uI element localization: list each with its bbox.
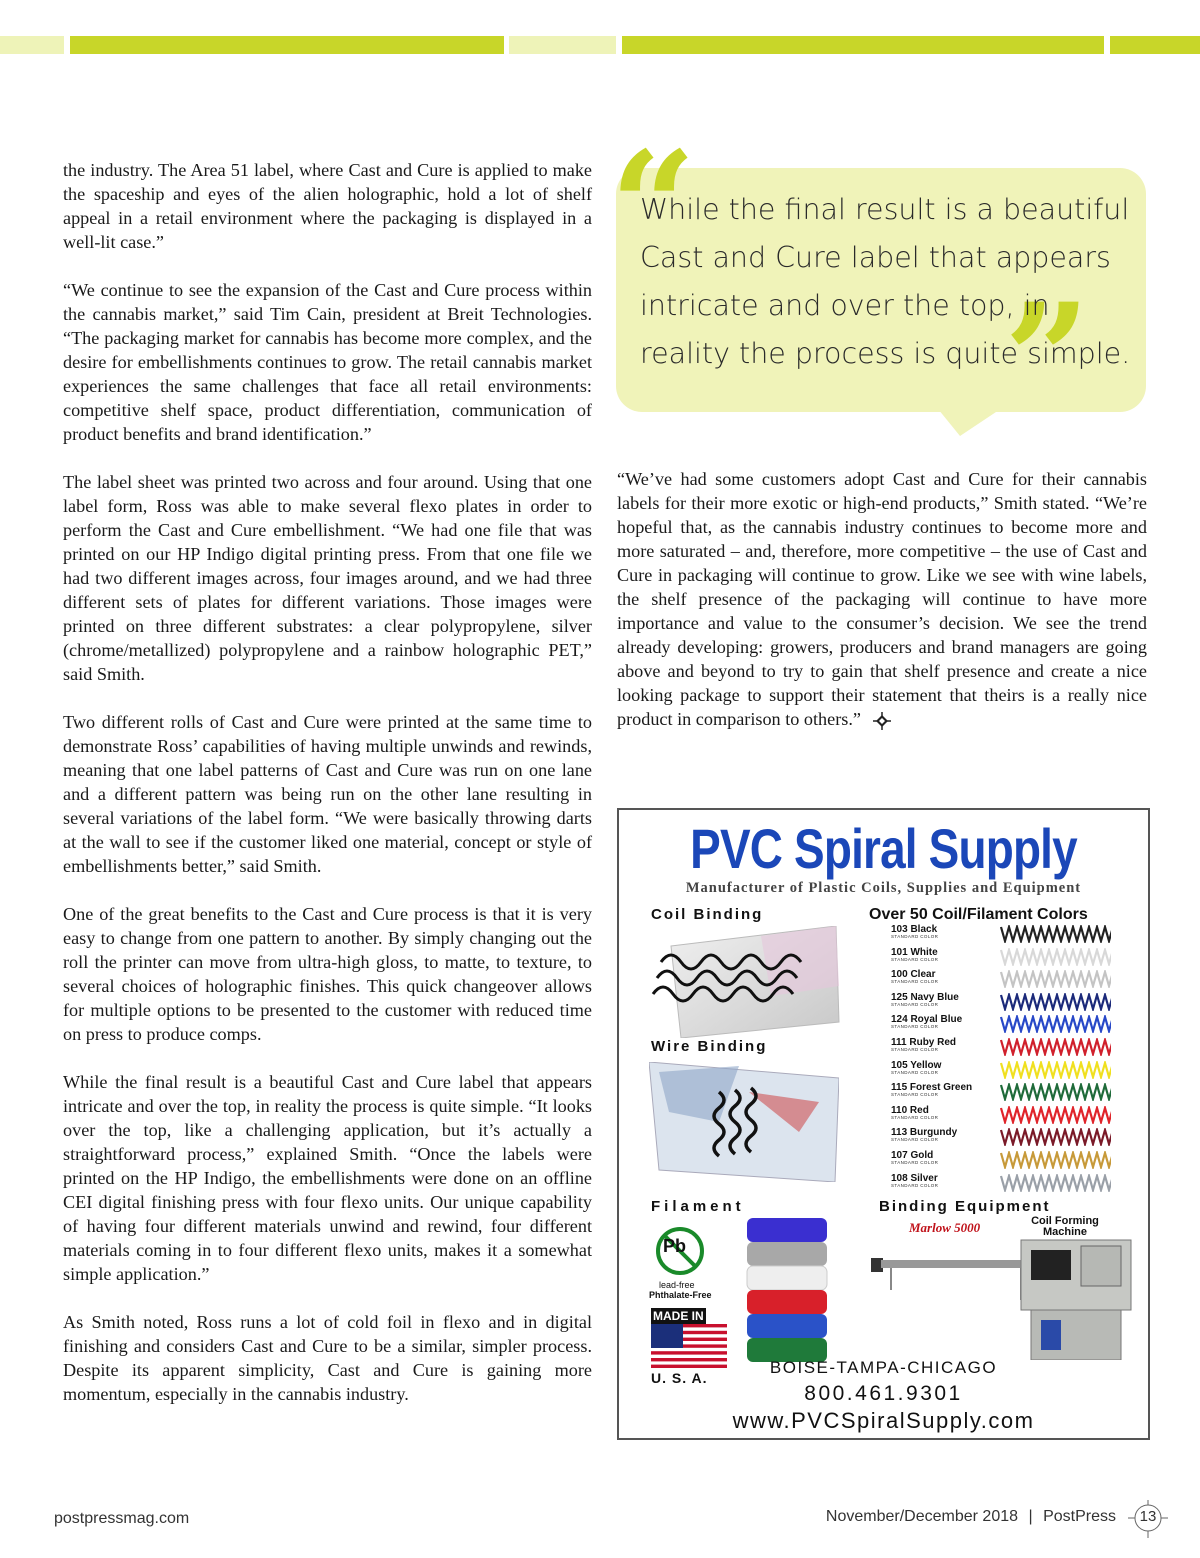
color-name: 110 Red — [891, 1104, 929, 1116]
wire-binding-photo — [649, 1062, 839, 1182]
color-row — [891, 1082, 1141, 1105]
article-text: “We’ve had some customers adopt Cast and Cure for their cannabis labels for their more exotic or high-end products,” Smith stated. “We’re hopeful that, as the cannabis industry continues to become more and more saturated – and, therefore, more competitive – the use of Cast and Cure in packaging will continue to grow. Like we see with wine labels, the shelf presence of the packaging will continue to have more importance and value to the consumer’s decision. We see the trend already developing: growers, producers and brand managers are going above and beyond to try to gain that shelf presence and create a nice looking package to support their statement that theirs is a really nice product in comparison to others.” — [617, 469, 1147, 729]
color-row — [891, 1105, 1141, 1128]
coil-swatch-icon — [999, 1015, 1111, 1033]
wire-binding-heading: Wire Binding — [651, 1038, 768, 1055]
coil-swatch-icon — [999, 1128, 1111, 1146]
coil-swatch-icon — [999, 993, 1111, 1011]
standard-color-label: STANDARD COLOR — [891, 1182, 939, 1188]
color-row — [891, 1127, 1141, 1150]
pull-quote — [610, 119, 1146, 447]
article-paragraph: While the final result is a beautiful Cast and Cure label that appears intricate and over the top, in reality the process is quite simple. “It looks over the top, like a challenging application, but it’s actually a straightforward process,” explained Smith. “Once the labels were printed on the HP Indigo, the embellishments were done on an offline CEI digital finishing press with four flexo units. Our unique capability of having four different materials unwind and rewind, four different materials coming in to four different flexo units, makes it a somewhat simple application.” — [63, 1072, 592, 1284]
coil-forming-machine-photo — [871, 1230, 1141, 1360]
article-paragraph: One of the great benefits to the Cast and Cure process is that it is very easy to change from one pattern to another. By simply changing out the roll the printer can move from ultra-high gloss, to matte, to texture, to several choices of holographic finishes. This quick changeover allows for multiple options to be presented to the customer with reduced time on press to produce comps. — [63, 904, 592, 1044]
color-row — [891, 969, 1141, 992]
article-paragraph: Two different rolls of Cast and Cure were printed at the same time to demonstrate Ross’ capabilities of having multiple unwinds and rewinds, meaning that one label patterns of Cast and Cure was run on one lane and a different pattern was being run on the other lane resulting in several variations of the label form. “We were basically throwing darts at the wall to see if the customer liked one material, concept or style of embellishments better,” said Smith. — [63, 712, 592, 876]
standard-color-label: STANDARD COLOR — [891, 979, 939, 985]
color-row — [891, 1037, 1141, 1060]
top-bar-segment — [0, 36, 64, 54]
footer-issue — [826, 1508, 1116, 1526]
page-number-badge — [1128, 1500, 1168, 1540]
color-name: 103 Black — [891, 924, 938, 935]
article-paragraph: As Smith noted, Ross runs a lot of cold foil in flexo and in digital finishing and considers Cast and Cure to be a similar, simpler process. Despite its apparent simplicity, Cast and Cure is gaining more momentum, especially in the cannabis industry. — [63, 1312, 592, 1404]
color-name: 125 Navy Blue — [891, 991, 959, 1003]
article-column-right — [617, 467, 1147, 755]
color-name: 115 Forest Green — [891, 1082, 973, 1094]
standard-color-label: STANDARD COLOR — [891, 1046, 939, 1052]
color-row — [891, 1060, 1141, 1083]
standard-color-label: STANDARD COLOR — [891, 1001, 939, 1007]
footer-magazine: PostPress — [1043, 1508, 1116, 1525]
top-bar-segment — [509, 36, 616, 54]
footer-issue-date: November/December 2018 — [825, 1508, 1019, 1525]
color-name: 105 Yellow — [891, 1059, 942, 1071]
standard-color-label: STANDARD COLOR — [891, 1092, 939, 1098]
footer-site[interactable]: postpressmag.com — [54, 1510, 190, 1527]
top-bar-segment — [622, 36, 1104, 54]
article-column-left — [63, 158, 592, 1430]
article-paragraph: the industry. The Area 51 label, where Cast and Cure is applied to make the spaceship and eyes of the alien holographic, hold a lot of shelf appeal in a retail environment where the packaging is displayed in a well-lit case.” — [63, 160, 592, 252]
standard-color-label: STANDARD COLOR — [891, 1114, 939, 1120]
coil-swatch-icon — [999, 1151, 1111, 1169]
ad-title: PVC Spiral Supply — [690, 817, 1077, 880]
standard-color-label: STANDARD COLOR — [891, 1137, 939, 1143]
color-name: 100 Clear — [891, 969, 936, 981]
binding-equipment-heading: Binding Equipment — [879, 1198, 1051, 1215]
pull-quote-text: While the final result is a beautiful Cast and Cure label that appears intricate and over the top, in reality the process is quite simple. — [640, 193, 1131, 370]
coil-swatch-icon — [999, 1038, 1111, 1056]
usa-label: U. S. A. — [651, 1370, 708, 1386]
color-list — [891, 924, 1141, 1195]
filament-spools-photo — [741, 1214, 833, 1364]
made-in-label: MADE IN — [653, 1309, 704, 1323]
coil-swatch-icon — [999, 948, 1111, 966]
color-row — [891, 1014, 1141, 1037]
standard-color-label: STANDARD COLOR — [891, 934, 939, 939]
coil-binding-photo — [641, 926, 841, 1038]
standard-color-label: STANDARD COLOR — [891, 1069, 939, 1075]
machine-name: Marlow 5000 — [909, 1220, 981, 1235]
color-name: 101 White — [891, 946, 938, 958]
pvc-spiral-supply-ad[interactable] — [617, 808, 1150, 1440]
open-quote-mark: “ — [610, 119, 697, 295]
coil-swatch-icon — [999, 1083, 1111, 1101]
color-row — [891, 1173, 1141, 1196]
standard-color-label: STANDARD COLOR — [891, 1024, 939, 1030]
color-row — [891, 947, 1141, 970]
article-paragraph: The label sheet was printed two across and four around. Using that one label form, Ross was able to make several flexo plates in order to perform the Cast and Cure embellishment. “We had one file that was printed on our HP Indigo digital printing press. From that one file we had two different images across, four images around, and we had three different sets of plates for different variations. Those images were printed on three different substrates: a clear polypropylene, silver (chrome/metallized) polypropylene and a rainbow holographic PET,” said Smith. — [63, 472, 592, 684]
ad-url[interactable]: www.PVCSpiralSupply.com — [732, 1408, 1035, 1433]
pb-symbol: Pb — [663, 1236, 687, 1256]
article-paragraph — [617, 467, 1147, 731]
color-name: 107 Gold — [891, 1149, 934, 1161]
end-mark-icon — [871, 712, 893, 730]
machine-type: Coil Forming Machine — [1031, 1215, 1099, 1238]
lead-free-label: lead-free — [659, 1280, 695, 1290]
standard-color-label: STANDARD COLOR — [891, 1159, 939, 1165]
color-name: 111 Ruby Red — [891, 1036, 957, 1048]
footer-separator: | — [1028, 1508, 1033, 1525]
ad-phone[interactable]: 800.461.9301 — [804, 1382, 963, 1405]
colors-heading: Over 50 Coil/Filament Colors — [869, 906, 1088, 923]
color-row — [891, 992, 1141, 1015]
ad-subtitle: Manufacturer of Plastic Coils, Supplies and Equipment — [685, 880, 1082, 896]
filament-heading: Filament — [651, 1198, 745, 1215]
top-bar-segment — [1110, 36, 1200, 54]
coil-swatch-icon — [999, 1174, 1111, 1192]
article-paragraph: “We continue to see the expansion of the Cast and Cure process within the cannabis market,” said Tim Cain, president at Breit Technologies. “The packaging market for cannabis has become more complex, and the desire for embellishments continues to grow. The retail cannabis market experiences the same challenges that face all retail environments: competitive shelf space, product differentiation, communication of product benefits and brand identification.” — [63, 280, 592, 444]
standard-color-label: STANDARD COLOR — [891, 956, 939, 962]
color-name: 124 Royal Blue — [891, 1014, 963, 1026]
page-number: 13 — [1139, 1508, 1157, 1525]
coil-swatch-icon — [999, 925, 1111, 943]
ad-cities: BOISE-TAMPA-CHICAGO — [769, 1358, 998, 1377]
phthalate-free-label: Phthalate-Free — [649, 1290, 712, 1300]
top-bar-segment — [70, 36, 504, 54]
color-row — [891, 1150, 1141, 1173]
color-row — [891, 924, 1141, 947]
close-quote-mark: ” — [1004, 271, 1091, 447]
coil-swatch-icon — [999, 970, 1111, 988]
color-name: 113 Burgundy — [891, 1127, 958, 1139]
coil-swatch-icon — [999, 1106, 1111, 1124]
color-name: 108 Silver — [891, 1172, 938, 1184]
coil-swatch-icon — [999, 1061, 1111, 1079]
coil-binding-heading: Coil Binding — [651, 906, 764, 923]
